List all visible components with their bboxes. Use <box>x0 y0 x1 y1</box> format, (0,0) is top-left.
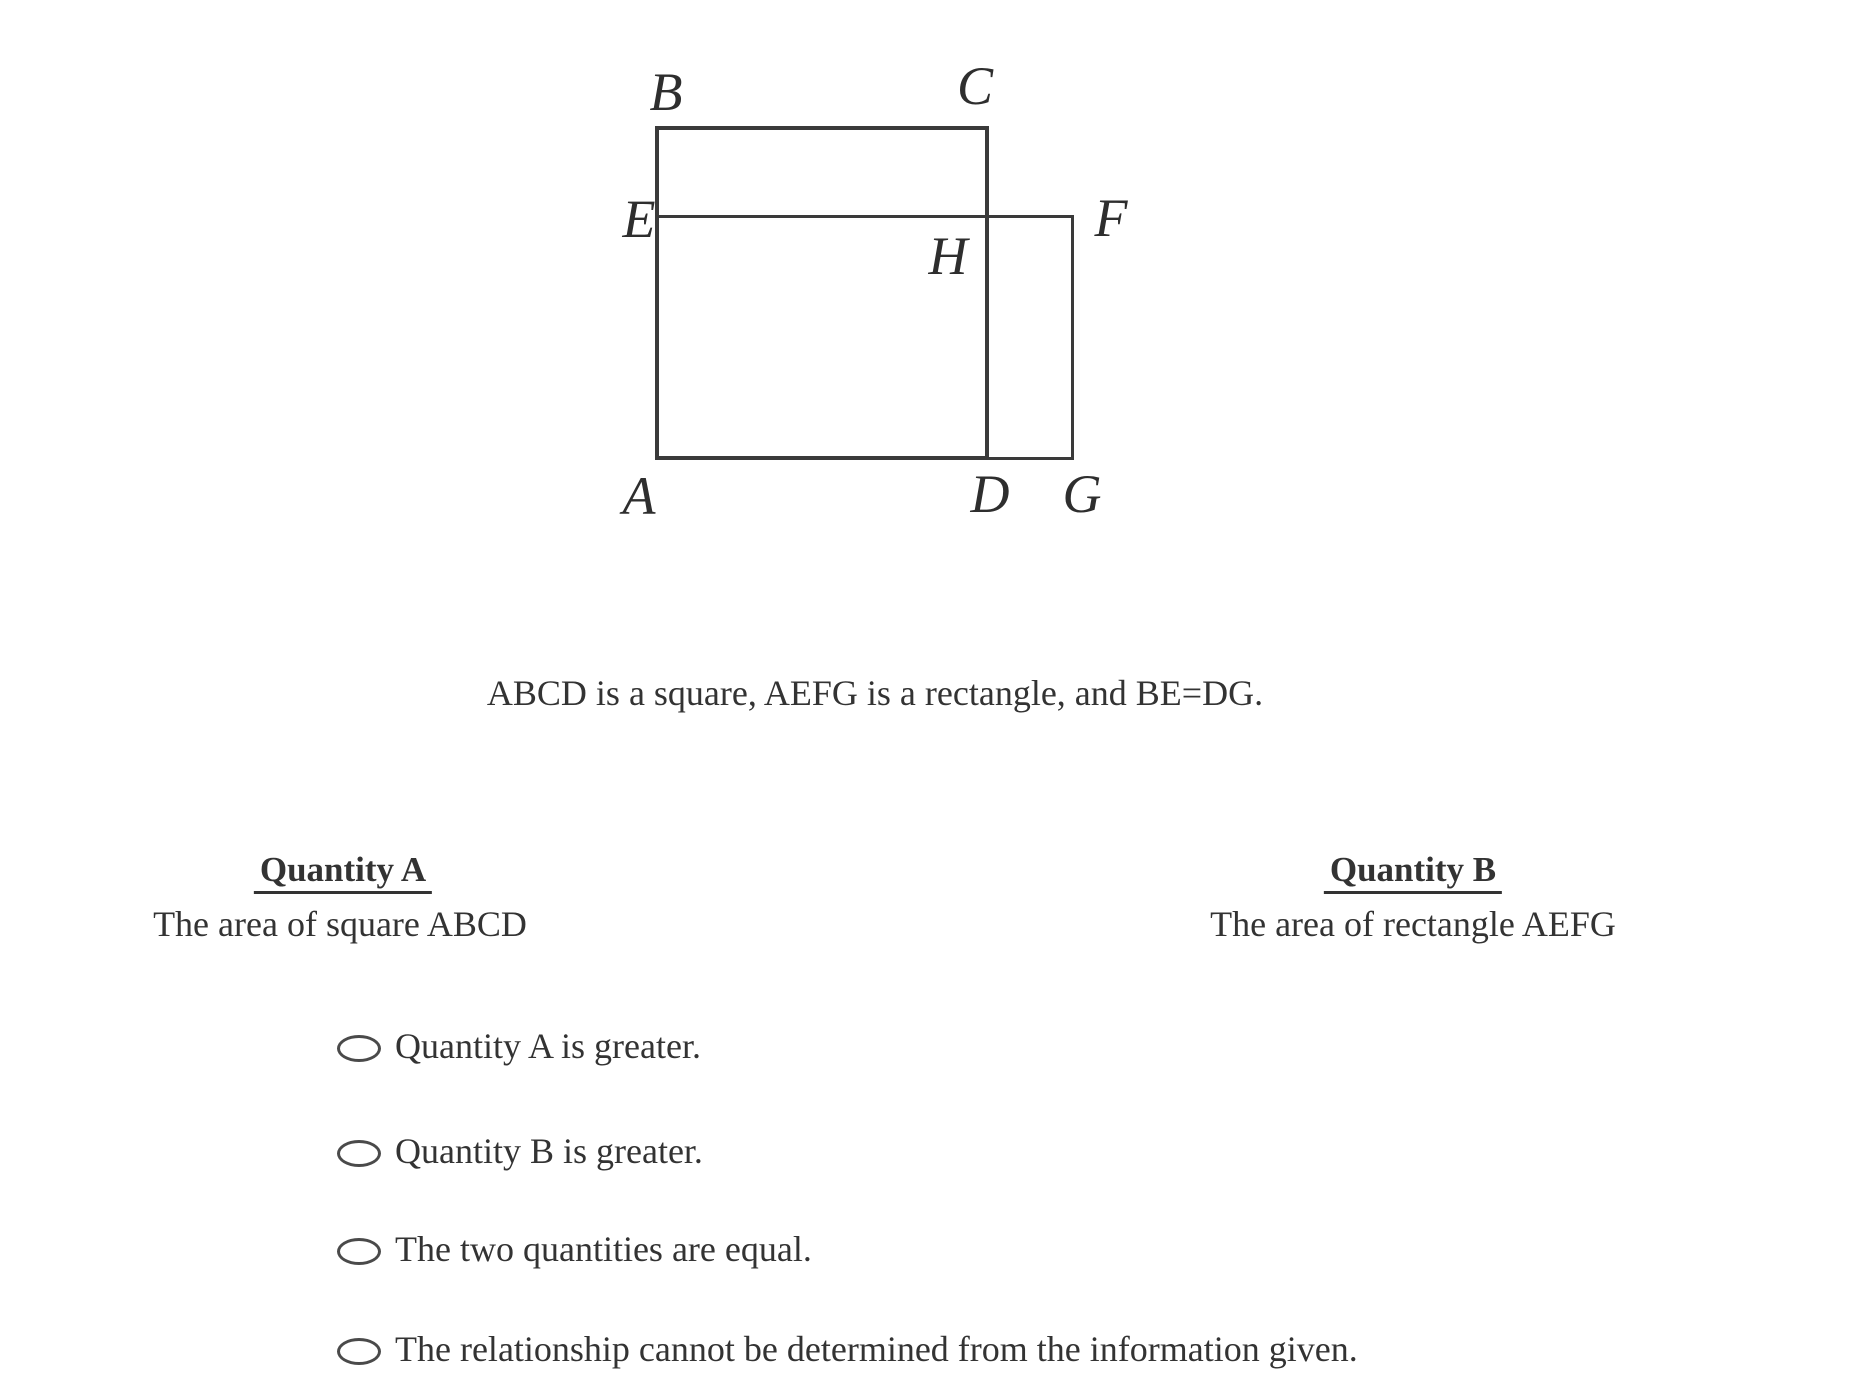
vertex-label-c: C <box>956 56 994 116</box>
vertex-label-a: A <box>622 466 656 526</box>
vertex-label-b: B <box>649 62 683 122</box>
rectangle-aefg-outline <box>655 215 1074 460</box>
answer-option-quantities-equal[interactable] <box>337 1229 812 1273</box>
vertex-label-h: H <box>928 226 968 286</box>
quantity-b-description: The area of rectangle AEFG <box>1210 904 1616 944</box>
geometry-figure <box>0 0 1200 560</box>
answer-option-quantity-b-greater[interactable] <box>337 1131 703 1175</box>
answer-option-cannot-be-determined[interactable] <box>337 1329 1358 1373</box>
quantity-a-description: The area of square ABCD <box>153 904 527 944</box>
quantity-b-header: Quantity B <box>1324 850 1502 894</box>
radio-button-icon[interactable] <box>337 1140 381 1167</box>
problem-statement: ABCD is a square, AEFG is a rectangle, and BE=DG. <box>486 673 1264 713</box>
option-label[interactable]: The two quantities are equal. <box>395 1229 812 1269</box>
vertex-label-g: G <box>1062 464 1102 524</box>
option-label[interactable]: Quantity A is greater. <box>395 1026 701 1066</box>
radio-button-icon[interactable] <box>337 1238 381 1265</box>
radio-button-icon[interactable] <box>337 1338 381 1365</box>
radio-button-icon[interactable] <box>337 1035 381 1062</box>
vertex-label-d: D <box>970 464 1010 524</box>
answer-option-quantity-a-greater[interactable] <box>337 1026 701 1070</box>
vertex-label-e: E <box>622 189 656 249</box>
quantity-a-header: Quantity A <box>254 850 432 894</box>
vertex-label-f: F <box>1094 188 1128 248</box>
option-label[interactable]: The relationship cannot be determined from the information given. <box>395 1329 1358 1369</box>
option-label[interactable]: Quantity B is greater. <box>395 1131 703 1171</box>
